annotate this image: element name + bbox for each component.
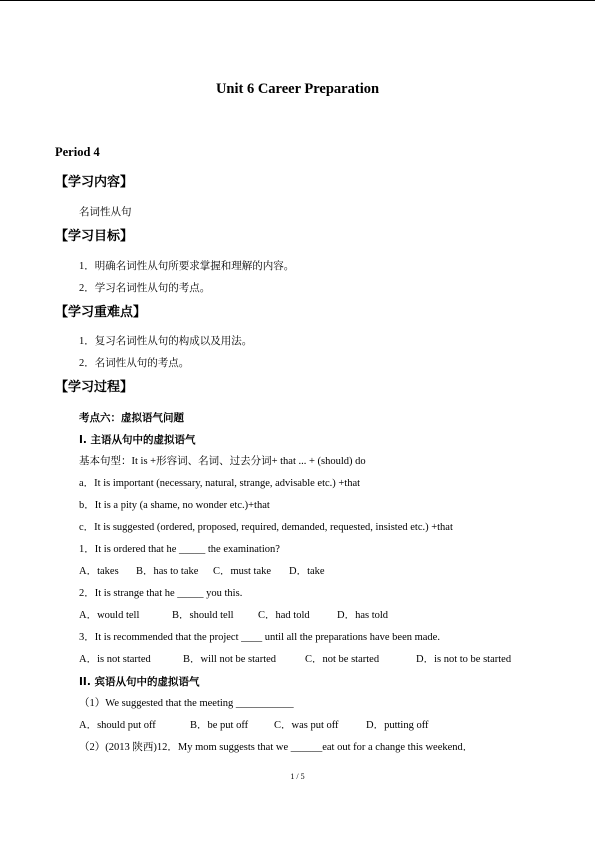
question-3-option-b: B．will not be started (183, 654, 277, 665)
part2-question-1-option-b: B．be put off (190, 720, 249, 731)
goal-item-2: 2．学习名词性从句的考点。 (79, 283, 211, 294)
part2-question-2-stem: （2）(2013 陕西)12．My mom suggests that we ______eat out for a change this weekend． (79, 742, 474, 753)
question-2-option-b: B．should tell (172, 610, 234, 621)
section-heading-content: 【学习内容】 (55, 175, 134, 190)
question-1-option-c: C．must take (213, 566, 272, 577)
content-text: 名词性从句 (79, 207, 132, 218)
part2-question-1-option-d: D．putting off (366, 720, 429, 731)
question-2-option-c: C．had told (258, 610, 310, 621)
question-2-stem: 2．It is strange that he _____ you this. (79, 588, 243, 599)
difficulty-item-1: 1．复习名词性从句的构成以及用法。 (79, 336, 253, 347)
section-heading-difficulties: 【学习重难点】 (55, 305, 147, 320)
part2-question-1-option-c: C．was put off (274, 720, 339, 731)
period-label: Period 4 (55, 145, 100, 159)
part1-title: I. 主语从句中的虚拟语气 (79, 434, 196, 446)
part2-question-1-option-a: A．should put off (79, 720, 156, 731)
goal-item-1: 1．明确名词性从句所要求掌握和理解的内容。 (79, 261, 295, 272)
question-3-option-a: A．is not started (79, 654, 151, 665)
part2-title: II. 宾语从句中的虚拟语气 (79, 676, 200, 688)
document-title: Unit 6 Career Preparation (215, 81, 380, 97)
part2-question-1-stem: （1）We suggested that the meeting ___________ (79, 698, 294, 709)
rule-c: c．It is suggested (ordered, proposed, required, demanded, requested, insisted etc.) +that (79, 522, 453, 533)
rule-b: b．It is a pity (a shame, no wonder etc.)+that (79, 500, 270, 511)
question-1-option-b: B．has to take (136, 566, 199, 577)
basic-pattern: 基本句型：It is +形容词、名词、过去分词+ that ... + (should) do (79, 456, 366, 467)
section-heading-goals: 【学习目标】 (55, 229, 134, 244)
point-title: 考点六：虚拟语气问题 (79, 412, 184, 424)
question-2-option-a: A．would tell (79, 610, 140, 621)
question-1-option-d: D．take (289, 566, 325, 577)
question-3-option-c: C．not be started (305, 654, 380, 665)
question-1-stem: 1．It is ordered that he _____ the examination? (79, 544, 280, 555)
question-1-option-a: A．takes (79, 566, 119, 577)
page-top-border (0, 0, 595, 1)
section-heading-process: 【学习过程】 (55, 380, 134, 395)
question-2-option-d: D．has told (337, 610, 389, 621)
question-3-option-d: D．is not to be started (416, 654, 512, 665)
difficulty-item-2: 2．名词性从句的考点。 (79, 358, 190, 369)
page-number: 1 / 5 (290, 772, 305, 781)
question-3-stem: 3．It is recommended that the project ____ until all the preparations have been made. (79, 632, 440, 643)
rule-a: a．It is important (necessary, natural, strange, advisable etc.) +that (79, 478, 361, 489)
